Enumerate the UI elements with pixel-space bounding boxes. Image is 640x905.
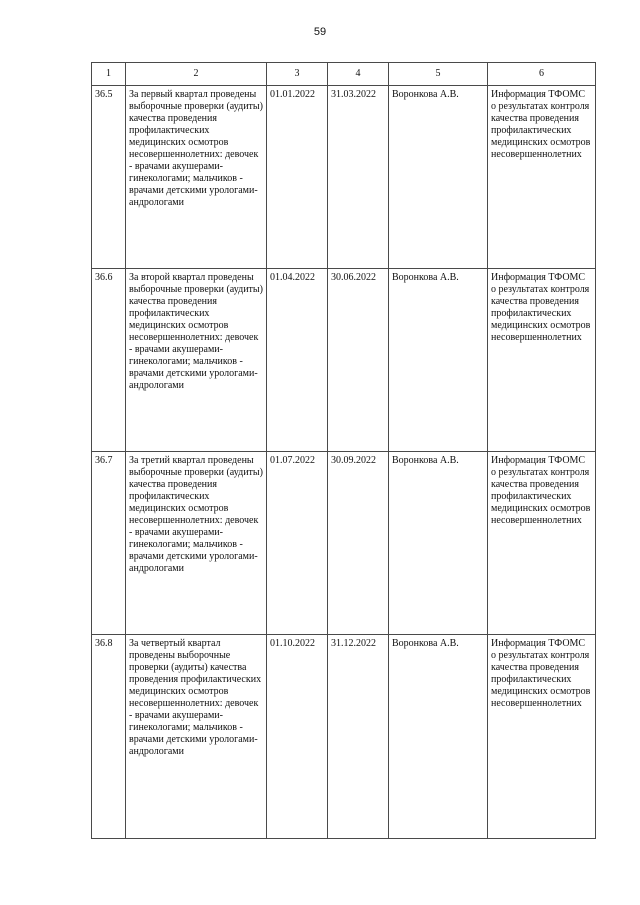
table-header-row <box>92 63 596 86</box>
column-header: 4 <box>328 63 389 86</box>
row-result: Информация ТФОМС о результатах контроля качества проведения профилактических медицинских осмотров несовершеннолетних <box>488 269 596 452</box>
row-number: 36.7 <box>92 452 126 635</box>
row-result: Информация ТФОМС о результатах контроля качества проведения профилактических медицинских осмотров несовершеннолетних <box>488 635 596 839</box>
row-responsible: Воронкова А.В. <box>389 635 488 839</box>
row-end-date: 30.09.2022 <box>328 452 389 635</box>
column-header: 6 <box>488 63 596 86</box>
row-start-date: 01.07.2022 <box>267 452 328 635</box>
row-end-date: 31.03.2022 <box>328 86 389 269</box>
row-description: За четвертый квартал проведены выборочные проверки (аудиты) качества проведения профилактических медицинских осмотров несовершеннолетних: девочек - врачами акушерами-гинекологами; мальчиков - врачами детскими урологами-андрологами <box>126 635 267 839</box>
row-start-date: 01.04.2022 <box>267 269 328 452</box>
row-end-date: 30.06.2022 <box>328 269 389 452</box>
row-responsible: Воронкова А.В. <box>389 86 488 269</box>
row-description: За третий квартал проведены выборочные проверки (аудиты) качества проведения профилактических медицинских осмотров несовершеннолетних: девочек - врачами акушерами-гинекологами; мальчиков - врачами детскими урологами-андрологами <box>126 452 267 635</box>
row-start-date: 01.01.2022 <box>267 86 328 269</box>
row-description: За первый квартал проведены выборочные проверки (аудиты) качества проведения профилактических медицинских осмотров несовершеннолетних: девочек - врачами акушерами-гинекологами; мальчиков - врачами детскими урологами-андрологами <box>126 86 267 269</box>
row-responsible: Воронкова А.В. <box>389 269 488 452</box>
row-responsible: Воронкова А.В. <box>389 452 488 635</box>
row-number: 36.8 <box>92 635 126 839</box>
column-header: 3 <box>267 63 328 86</box>
plan-table <box>91 62 596 839</box>
table-row <box>92 86 596 269</box>
row-result: Информация ТФОМС о результатах контроля качества проведения профилактических медицинских осмотров несовершеннолетних <box>488 452 596 635</box>
column-header: 5 <box>389 63 488 86</box>
row-end-date: 31.12.2022 <box>328 635 389 839</box>
row-result: Информация ТФОМС о результатах контроля качества проведения профилактических медицинских осмотров несовершеннолетних <box>488 86 596 269</box>
table-row <box>92 635 596 839</box>
row-number: 36.6 <box>92 269 126 452</box>
table-row <box>92 269 596 452</box>
row-start-date: 01.10.2022 <box>267 635 328 839</box>
row-description: За второй квартал проведены выборочные проверки (аудиты) качества проведения профилактических медицинских осмотров несовершеннолетних: девочек - врачами акушерами-гинекологами; мальчиков - врачами детскими урологами-андрологами <box>126 269 267 452</box>
table-row <box>92 452 596 635</box>
page-number: 59 <box>313 26 327 38</box>
row-number: 36.5 <box>92 86 126 269</box>
column-header: 1 <box>92 63 126 86</box>
column-header: 2 <box>126 63 267 86</box>
